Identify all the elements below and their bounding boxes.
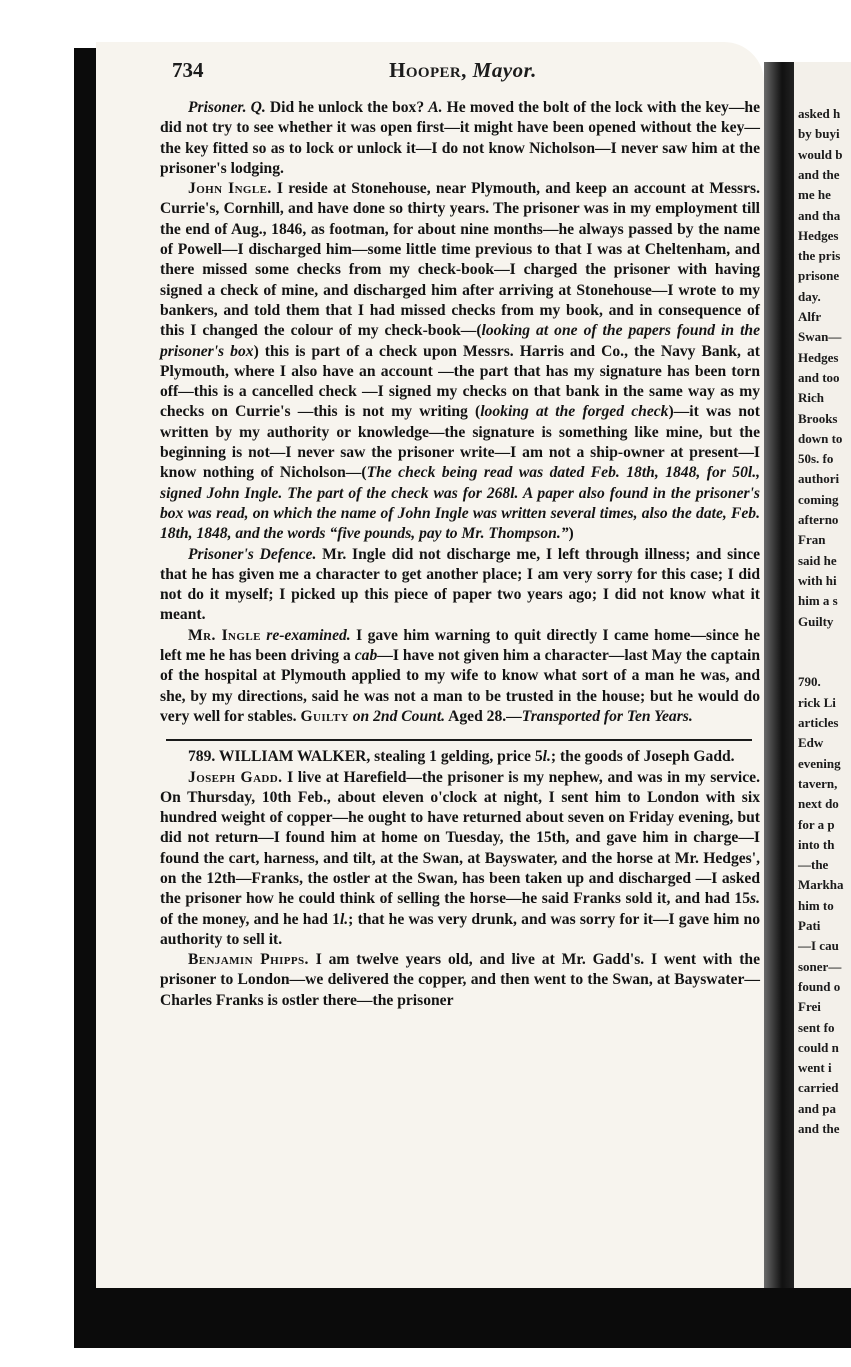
facing-page-line: and the: [798, 166, 840, 182]
facing-page-line: him a s: [798, 593, 838, 609]
text-run: l.: [339, 910, 349, 928]
text-run: A.: [428, 99, 443, 116]
facing-page-line: —I cau: [798, 938, 839, 954]
facing-page-line: could n: [798, 1039, 839, 1055]
facing-page-line: Edw: [798, 735, 824, 751]
facing-page-line: me he: [798, 187, 831, 203]
text-run: Transported for Ten Years.: [521, 707, 693, 725]
scan-shadow-left: [74, 48, 96, 1348]
facing-page-line: carried: [798, 1080, 839, 1096]
facing-page-line: articles: [798, 715, 839, 730]
case-heading: [160, 747, 760, 767]
facing-page-line: Pati: [798, 918, 821, 933]
facing-page-line: authori: [798, 471, 840, 487]
text-run: re-examined.: [266, 626, 351, 644]
facing-page-line: the pris: [798, 248, 841, 264]
facing-page-line: Fran: [798, 532, 826, 548]
facing-page-line: with hi: [798, 572, 837, 588]
facing-page-line: Hedges: [798, 227, 839, 243]
text-run: of the money, and he had 1: [160, 910, 340, 928]
text-run: )—it was not written by my authority or knowledge—the signature is something like mine, but the beginning is not—I never saw the prisoner write—I am not a ship-owner at present—I know nothing of Nicholson—(: [160, 403, 760, 482]
facing-page-line: down to: [798, 430, 843, 446]
facing-page-line: into th: [798, 836, 835, 852]
text-run: I live at Harefield—the prisoner is my nephew, and was in my service. On Thursday, 10th Feb., about eleven o'clock at night, I sent him to London with six hundred weight of copper—he ought to have returned about seven on Friday evening, but did not return—I found him at home on Tuesday, the 15th, and gave him in charge—I found the cart, harness, and tilt, at the Swan, at Bayswater, and the horse at Mr. Hedges', on the 12th—Franks, the ostler at the Swan, has been taken up and discharged —I asked the prisoner how he could think of selling the horse—he said Franks sold it, and had 15: [160, 768, 760, 908]
facing-page-line: Brooks: [798, 410, 838, 426]
text-run: on 2nd Count.: [352, 707, 446, 725]
facing-page-line: for a p: [798, 816, 835, 832]
text-run: ) this is part of a check upon Messrs. Harris and Co., the Navy Bank, at Plymouth, where I also have an account —the part that has my signature has been torn off—this is a cancelled check —I signed my checks on that bank in the same way as my checks on Currie's —this is not my writing (: [160, 342, 760, 421]
paragraph: [160, 179, 760, 544]
facing-page-line: soner—: [798, 958, 842, 974]
paragraph: [160, 950, 760, 1011]
text-run: Mr. Ingle did not discharge me, I left through illness; and since that he has given me a character to get another place; I am very sorry for this case; I did not do it myself; I picked up this piece of paper two years ago; I did not know what it meant.: [160, 545, 761, 624]
text-run: Did he unlock the box?: [265, 99, 429, 116]
facing-page-line: rick Li: [798, 694, 836, 710]
text-run: Joseph Gadd.: [188, 768, 283, 786]
text-run: Prisoner's Defence.: [188, 545, 317, 563]
facing-page-line: him to: [798, 897, 834, 913]
facing-page-line: 790.: [798, 674, 821, 690]
text-run: He moved the bolt of the lock with the key—he did not try to see whether it was open first—it might have been opened without the key—the key fitted so as to lock or unlock it—I do not know Nicholson—I never saw him at the prisoner's lodging.: [160, 99, 761, 177]
facing-page-line: next do: [798, 796, 839, 812]
facing-page-line: went i: [798, 1060, 832, 1076]
text-run: Mr. Ingle: [188, 626, 261, 644]
facing-page-edge: [794, 62, 851, 1288]
text-run: ): [568, 525, 574, 543]
text-run: Benjamin Phipps.: [188, 951, 309, 969]
facing-page-line: Guilty: [798, 613, 834, 629]
facing-page-line: day.: [798, 288, 821, 304]
facing-page-line: and too: [798, 369, 840, 385]
facing-page-line: asked h: [798, 106, 841, 121]
facing-page-line: 50s. fo: [798, 451, 834, 467]
header-comma: ,: [461, 58, 473, 82]
header-title: [172, 58, 754, 83]
paragraph: [160, 545, 760, 626]
page-number: 734: [172, 58, 204, 82]
facing-page-line: evening: [798, 755, 841, 771]
text-run: looking at one of the papers found in the prisoner's box: [160, 322, 760, 360]
text-run: —I have not given him a character—last May the captain of the hospital at Plymouth applied to my wife to know what sort of a man he was, and she, by my directions, said he was not a man to be trusted in the house; but he would do very well for stables.: [160, 647, 761, 725]
text-run: Prisoner.: [188, 99, 247, 116]
facing-page-line: afterno: [798, 512, 839, 527]
text-run: ; the goods of Joseph Gadd.: [550, 748, 735, 766]
text-run: Guilty: [300, 707, 349, 725]
text-run: John Ingle.: [188, 180, 272, 198]
text-run: cab: [354, 647, 378, 665]
paragraph: [160, 768, 760, 951]
facing-page-line: by buyi: [798, 126, 840, 142]
text-run: looking at the forged check: [480, 403, 669, 421]
text-run: I gave him warning to quit directly I came home—since he left me he has been driving a: [160, 626, 760, 665]
facing-page-line: Frei: [798, 999, 821, 1015]
running-head: [172, 58, 754, 84]
scan-shadow-bottom: [74, 1288, 851, 1348]
text-run: The check being read was dated Feb. 18th, 1848, for 50l., signed John Ingle. The part of the check was for 268l. A paper also found in the prisoner's box was read, on which the name of John Ingle was written several times, also the date, Feb. 18th, 1848, and the words “five pounds, pay to Mr. Thompson.”: [160, 464, 760, 543]
text-run: I am twelve years old, and live at Mr. Gadd's. I went with the prisoner to London—we delivered the copper, and then went to the Swan, at Bayswater—Charles Franks is ostler there—the prisoner: [160, 951, 760, 1009]
section-rule: [166, 739, 752, 741]
paragraph: [160, 626, 760, 727]
facing-page-line: tavern,: [798, 775, 838, 791]
page-body-text: [160, 98, 760, 1011]
facing-page-line: Markha: [798, 877, 844, 893]
facing-page-line: said he: [798, 552, 837, 568]
facing-page-line: and the: [798, 1121, 840, 1136]
text-run: Aged 28.—: [445, 707, 522, 725]
facing-page-line: coming: [798, 491, 839, 507]
text-run: s.: [750, 890, 760, 908]
text-run: 789. WILLIAM WALKER, stealing 1 gelding, price 5: [188, 748, 543, 766]
facing-page-line: and pa: [798, 1100, 836, 1116]
facing-page-line: would b: [798, 146, 843, 162]
paragraph: [160, 98, 760, 179]
facing-page-line: Hedges: [798, 349, 839, 365]
facing-page-line: —the: [798, 857, 829, 873]
facing-page-line: Rich: [798, 390, 824, 406]
facing-page-line: found o: [798, 978, 841, 994]
book-gutter: [764, 62, 794, 1288]
header-office: Mayor.: [472, 58, 537, 82]
header-name: Hooper: [389, 58, 462, 82]
text-run: Q.: [250, 99, 266, 116]
facing-page-line: and tha: [798, 207, 841, 223]
facing-page-line: prisone: [798, 268, 840, 284]
text-run: I reside at Stonehouse, near Plymouth, and keep an account at Messrs. Currie's, Cornhill, and have done so thirty years. The prisoner was in my employment till the end of Aug., 1846, as footman, for about nine months—he always passed by the name of Powell—I discharged him—some little time previous to that I was at Cheltenham, and there missed some checks from my check-book—I charged the prisoner with having signed a check of mine, and discharged him after arriving at Stonehouse—I wrote to my bankers, and told them that I had missed checks from my book, and in consequence of this I changed the colour of my check-book—(: [160, 180, 760, 340]
text-run: l.: [542, 748, 551, 766]
facing-page-line: Alfr: [798, 309, 822, 324]
facing-page-line: sent fo: [798, 1019, 835, 1035]
facing-page-line: Swan—: [798, 329, 842, 345]
text-run: ; that he was very drunk, and was sorry for it—I gave him no authority to sell it.: [160, 910, 760, 948]
